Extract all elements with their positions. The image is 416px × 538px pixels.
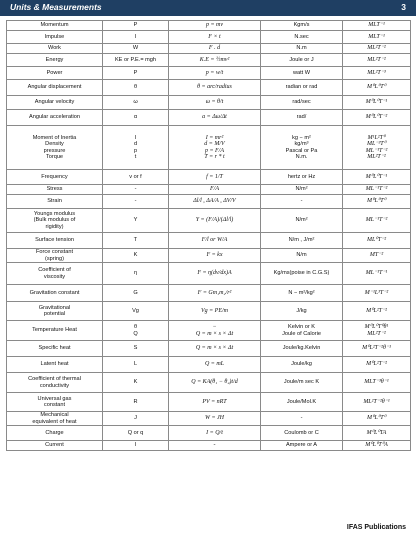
- formula-cell: F × t: [169, 31, 261, 44]
- symbol-cell: ω: [103, 96, 169, 110]
- dimension-cell: MLT⁻³θ⁻¹: [343, 373, 411, 393]
- unit-cell: -: [261, 195, 343, 209]
- formula-cell: Vg = PE/m: [169, 302, 261, 321]
- quantity-cell: Specific heat: [7, 341, 103, 357]
- dimension-cell: ML²T⁻²: [343, 54, 411, 67]
- table-row: [7, 412, 411, 426]
- unit-cell: N.m: [261, 44, 343, 54]
- table-row: [7, 80, 411, 96]
- formula-cell: p = mv: [169, 21, 261, 31]
- symbol-cell: α: [103, 110, 169, 126]
- unit-cell: Joule/m sec K: [261, 373, 343, 393]
- symbol-cell: I: [103, 31, 169, 44]
- dimension-cell: M⁰L²T⁻²θ⁻¹: [343, 341, 411, 357]
- symbol-cell: KE or P.E.= mgh: [103, 54, 169, 67]
- quantity-cell: Charge: [7, 426, 103, 441]
- dimension-cell: M⁰L²T⁻²: [343, 302, 411, 321]
- table-row: [7, 185, 411, 195]
- formula-cell: ω = θ/t: [169, 96, 261, 110]
- quantity-cell: Universal gas constant: [7, 393, 103, 412]
- symbol-cell: K: [103, 249, 169, 263]
- unit-cell: N/m²: [261, 209, 343, 233]
- table-row: [7, 263, 411, 285]
- quantity-cell: Strain: [7, 195, 103, 209]
- symbol-cell: -: [103, 185, 169, 195]
- quantity-cell: Gravitation constant: [7, 285, 103, 302]
- dimension-cell: ML²T⁻³: [343, 67, 411, 80]
- unit-cell: Kg/ms(poise in C.G.S): [261, 263, 343, 285]
- unit-cell: N/m: [261, 249, 343, 263]
- table-row: [7, 249, 411, 263]
- symbol-cell: K: [103, 373, 169, 393]
- quantity-cell: Impulse: [7, 31, 103, 44]
- quantity-cell: Moment of Inertia Density pressure Torque: [7, 126, 103, 170]
- unit-cell: N − m²/kg²: [261, 285, 343, 302]
- table-row: [7, 285, 411, 302]
- dimension-cell: ML²T⁻²θ⁻¹: [343, 393, 411, 412]
- unit-cell: radian or rad: [261, 80, 343, 96]
- quantity-cell: Power: [7, 67, 103, 80]
- quantity-cell: Gravitational potential: [7, 302, 103, 321]
- formula-cell: F = Gm₁m₂/r²: [169, 285, 261, 302]
- dimension-cell: M⁰L⁰T⁻²: [343, 110, 411, 126]
- quantity-cell: Angular velocity: [7, 96, 103, 110]
- formula-cell: F/A: [169, 185, 261, 195]
- formula-cell: F = η(dv/dx)A: [169, 263, 261, 285]
- symbol-cell: J: [103, 412, 169, 426]
- quantity-cell: Coefficient of viscosity: [7, 263, 103, 285]
- symbol-cell: θ: [103, 80, 169, 96]
- unit-cell: Kgm/s: [261, 21, 343, 31]
- formula-cell: F . d: [169, 44, 261, 54]
- unit-cell: Kelvin or K Joule of Calorie: [261, 321, 343, 341]
- symbol-cell: Q or q: [103, 426, 169, 441]
- quantity-cell: Force constant (spring): [7, 249, 103, 263]
- unit-cell: Joule/Mol.K: [261, 393, 343, 412]
- physical-quantities-table: [6, 20, 411, 451]
- table-row: [7, 426, 411, 441]
- dimension-cell: ML²T⁻²: [343, 44, 411, 54]
- formula-cell: Y = (F/A)/(Δl/l): [169, 209, 261, 233]
- quantity-cell: Mechanical equivalent of heat: [7, 412, 103, 426]
- unit-cell: Joule/kg: [261, 357, 343, 373]
- table-row: [7, 21, 411, 31]
- table-row: [7, 302, 411, 321]
- quantity-cell: Work: [7, 44, 103, 54]
- dimension-cell: M⁰L⁰TA: [343, 426, 411, 441]
- unit-cell: kg − m² kg/m³ Pascal or Pa N.m.: [261, 126, 343, 170]
- formula-cell: Δl/l , ΔA/A , ΔV/V: [169, 195, 261, 209]
- symbol-cell: W: [103, 44, 169, 54]
- formula-cell: a = Δω/Δt: [169, 110, 261, 126]
- quantity-cell: Youngs modulus (Bulk modulus of rigidity): [7, 209, 103, 233]
- symbol-cell: I: [103, 441, 169, 451]
- table-row: [7, 341, 411, 357]
- symbol-cell: S: [103, 341, 169, 357]
- table-row: [7, 126, 411, 170]
- table-row: [7, 321, 411, 341]
- symbol-cell: I d p t: [103, 126, 169, 170]
- table-body: [7, 21, 411, 451]
- table-row: [7, 31, 411, 44]
- dimension-cell: M⁰L⁰T⁰: [343, 412, 411, 426]
- formula-cell: K.E = ½mv²: [169, 54, 261, 67]
- symbol-cell: θ Q: [103, 321, 169, 341]
- formula-cell: θ = arc/radius: [169, 80, 261, 96]
- page-header: [0, 0, 416, 16]
- formula-cell: Q = KA(θ₁ − θ₂)t/d: [169, 373, 261, 393]
- dimension-cell: M⁰L⁰T⁰: [343, 195, 411, 209]
- table-row: [7, 209, 411, 233]
- formula-cell: I = mr² d = M/V p = F/A T = r * t: [169, 126, 261, 170]
- unit-cell: Joule/kg.Kelvin: [261, 341, 343, 357]
- dimension-cell: MLT⁻¹: [343, 21, 411, 31]
- formula-cell: -: [169, 441, 261, 451]
- dimension-cell: M⁻¹L³T⁻²: [343, 285, 411, 302]
- symbol-cell: P: [103, 67, 169, 80]
- table-row: [7, 96, 411, 110]
- unit-cell: Coulomb or C: [261, 426, 343, 441]
- formula-cell: PV = nRT: [169, 393, 261, 412]
- quantity-cell: Momentum: [7, 21, 103, 31]
- dimension-cell: M⁰L⁰T⁰: [343, 80, 411, 96]
- dimension-cell: MT⁻²: [343, 249, 411, 263]
- quantity-cell: Energy: [7, 54, 103, 67]
- unit-cell: hertz or Hz: [261, 170, 343, 185]
- unit-cell: Ampere or A: [261, 441, 343, 451]
- dimension-cell: ML⁻¹T⁻¹: [343, 263, 411, 285]
- symbol-cell: v or f: [103, 170, 169, 185]
- dimension-cell: M⁰L²T⁻²: [343, 357, 411, 373]
- symbol-cell: L: [103, 357, 169, 373]
- formula-cell: Q = mL: [169, 357, 261, 373]
- quantity-cell: Temperature Heat: [7, 321, 103, 341]
- formula-cell: f = 1/T: [169, 170, 261, 185]
- table-row: [7, 67, 411, 80]
- formula-cell: p = w/t: [169, 67, 261, 80]
- quantity-cell: Current: [7, 441, 103, 451]
- quantity-cell: Frequency: [7, 170, 103, 185]
- symbol-cell: R: [103, 393, 169, 412]
- dimension-cell: M⁰L⁰T⁰A: [343, 441, 411, 451]
- dimension-cell: ML⁻¹T⁻²: [343, 209, 411, 233]
- table-row: [7, 195, 411, 209]
- quantity-cell: Stress: [7, 185, 103, 195]
- quantity-cell: Latent heat: [7, 357, 103, 373]
- table-row: [7, 44, 411, 54]
- table-row: [7, 110, 411, 126]
- dimension-cell: M⁰L⁰T⁰θ¹ ML²T⁻²: [343, 321, 411, 341]
- unit-cell: N/m , J/m²: [261, 233, 343, 249]
- symbol-cell: -: [103, 195, 169, 209]
- symbol-cell: Vg: [103, 302, 169, 321]
- quantity-cell: Coefficient of thermal conductivity: [7, 373, 103, 393]
- unit-cell: N.sec: [261, 31, 343, 44]
- quantity-cell: Surface tension: [7, 233, 103, 249]
- dimension-cell: MLT⁻¹: [343, 31, 411, 44]
- symbol-cell: η: [103, 263, 169, 285]
- dimension-cell: ML⁰T⁻²: [343, 233, 411, 249]
- formula-cell: F = kx: [169, 249, 261, 263]
- dimension-cell: M¹L²T⁰ ML⁻³T⁰ ML⁻¹T⁻² ML²T⁻²: [343, 126, 411, 170]
- unit-cell: rad/: [261, 110, 343, 126]
- table-row: [7, 441, 411, 451]
- quantity-cell: Angular displacement: [7, 80, 103, 96]
- symbol-cell: T: [103, 233, 169, 249]
- publisher-footer: IFAS Publications: [346, 524, 406, 531]
- unit-cell: J/kg: [261, 302, 343, 321]
- table-row: [7, 54, 411, 67]
- formula-cell: W = JH: [169, 412, 261, 426]
- unit-cell: watt W: [261, 67, 343, 80]
- formula-cell: Q = m × s × Δt: [169, 341, 261, 357]
- unit-cell: Joule or J: [261, 54, 343, 67]
- table-row: [7, 393, 411, 412]
- formula-cell: F/l or W/A: [169, 233, 261, 249]
- table-row: [7, 357, 411, 373]
- dimension-cell: ML⁻¹T⁻²: [343, 185, 411, 195]
- formula-cell: I = Q/t: [169, 426, 261, 441]
- dimension-cell: M⁰L⁰T⁻¹: [343, 96, 411, 110]
- unit-cell: rad/sec: [261, 96, 343, 110]
- page-number: 3: [401, 2, 406, 12]
- formula-cell: − Q = m × s × Δt: [169, 321, 261, 341]
- quantity-cell: Angular acceleration: [7, 110, 103, 126]
- symbol-cell: P: [103, 21, 169, 31]
- symbol-cell: Y: [103, 209, 169, 233]
- unit-cell: -: [261, 412, 343, 426]
- table-row: [7, 373, 411, 393]
- symbol-cell: G: [103, 285, 169, 302]
- page-title: Units & Measurements: [10, 2, 102, 12]
- unit-cell: N/m²: [261, 185, 343, 195]
- table-row: [7, 233, 411, 249]
- table-row: [7, 170, 411, 185]
- dimension-cell: M⁰L⁰T⁻¹: [343, 170, 411, 185]
